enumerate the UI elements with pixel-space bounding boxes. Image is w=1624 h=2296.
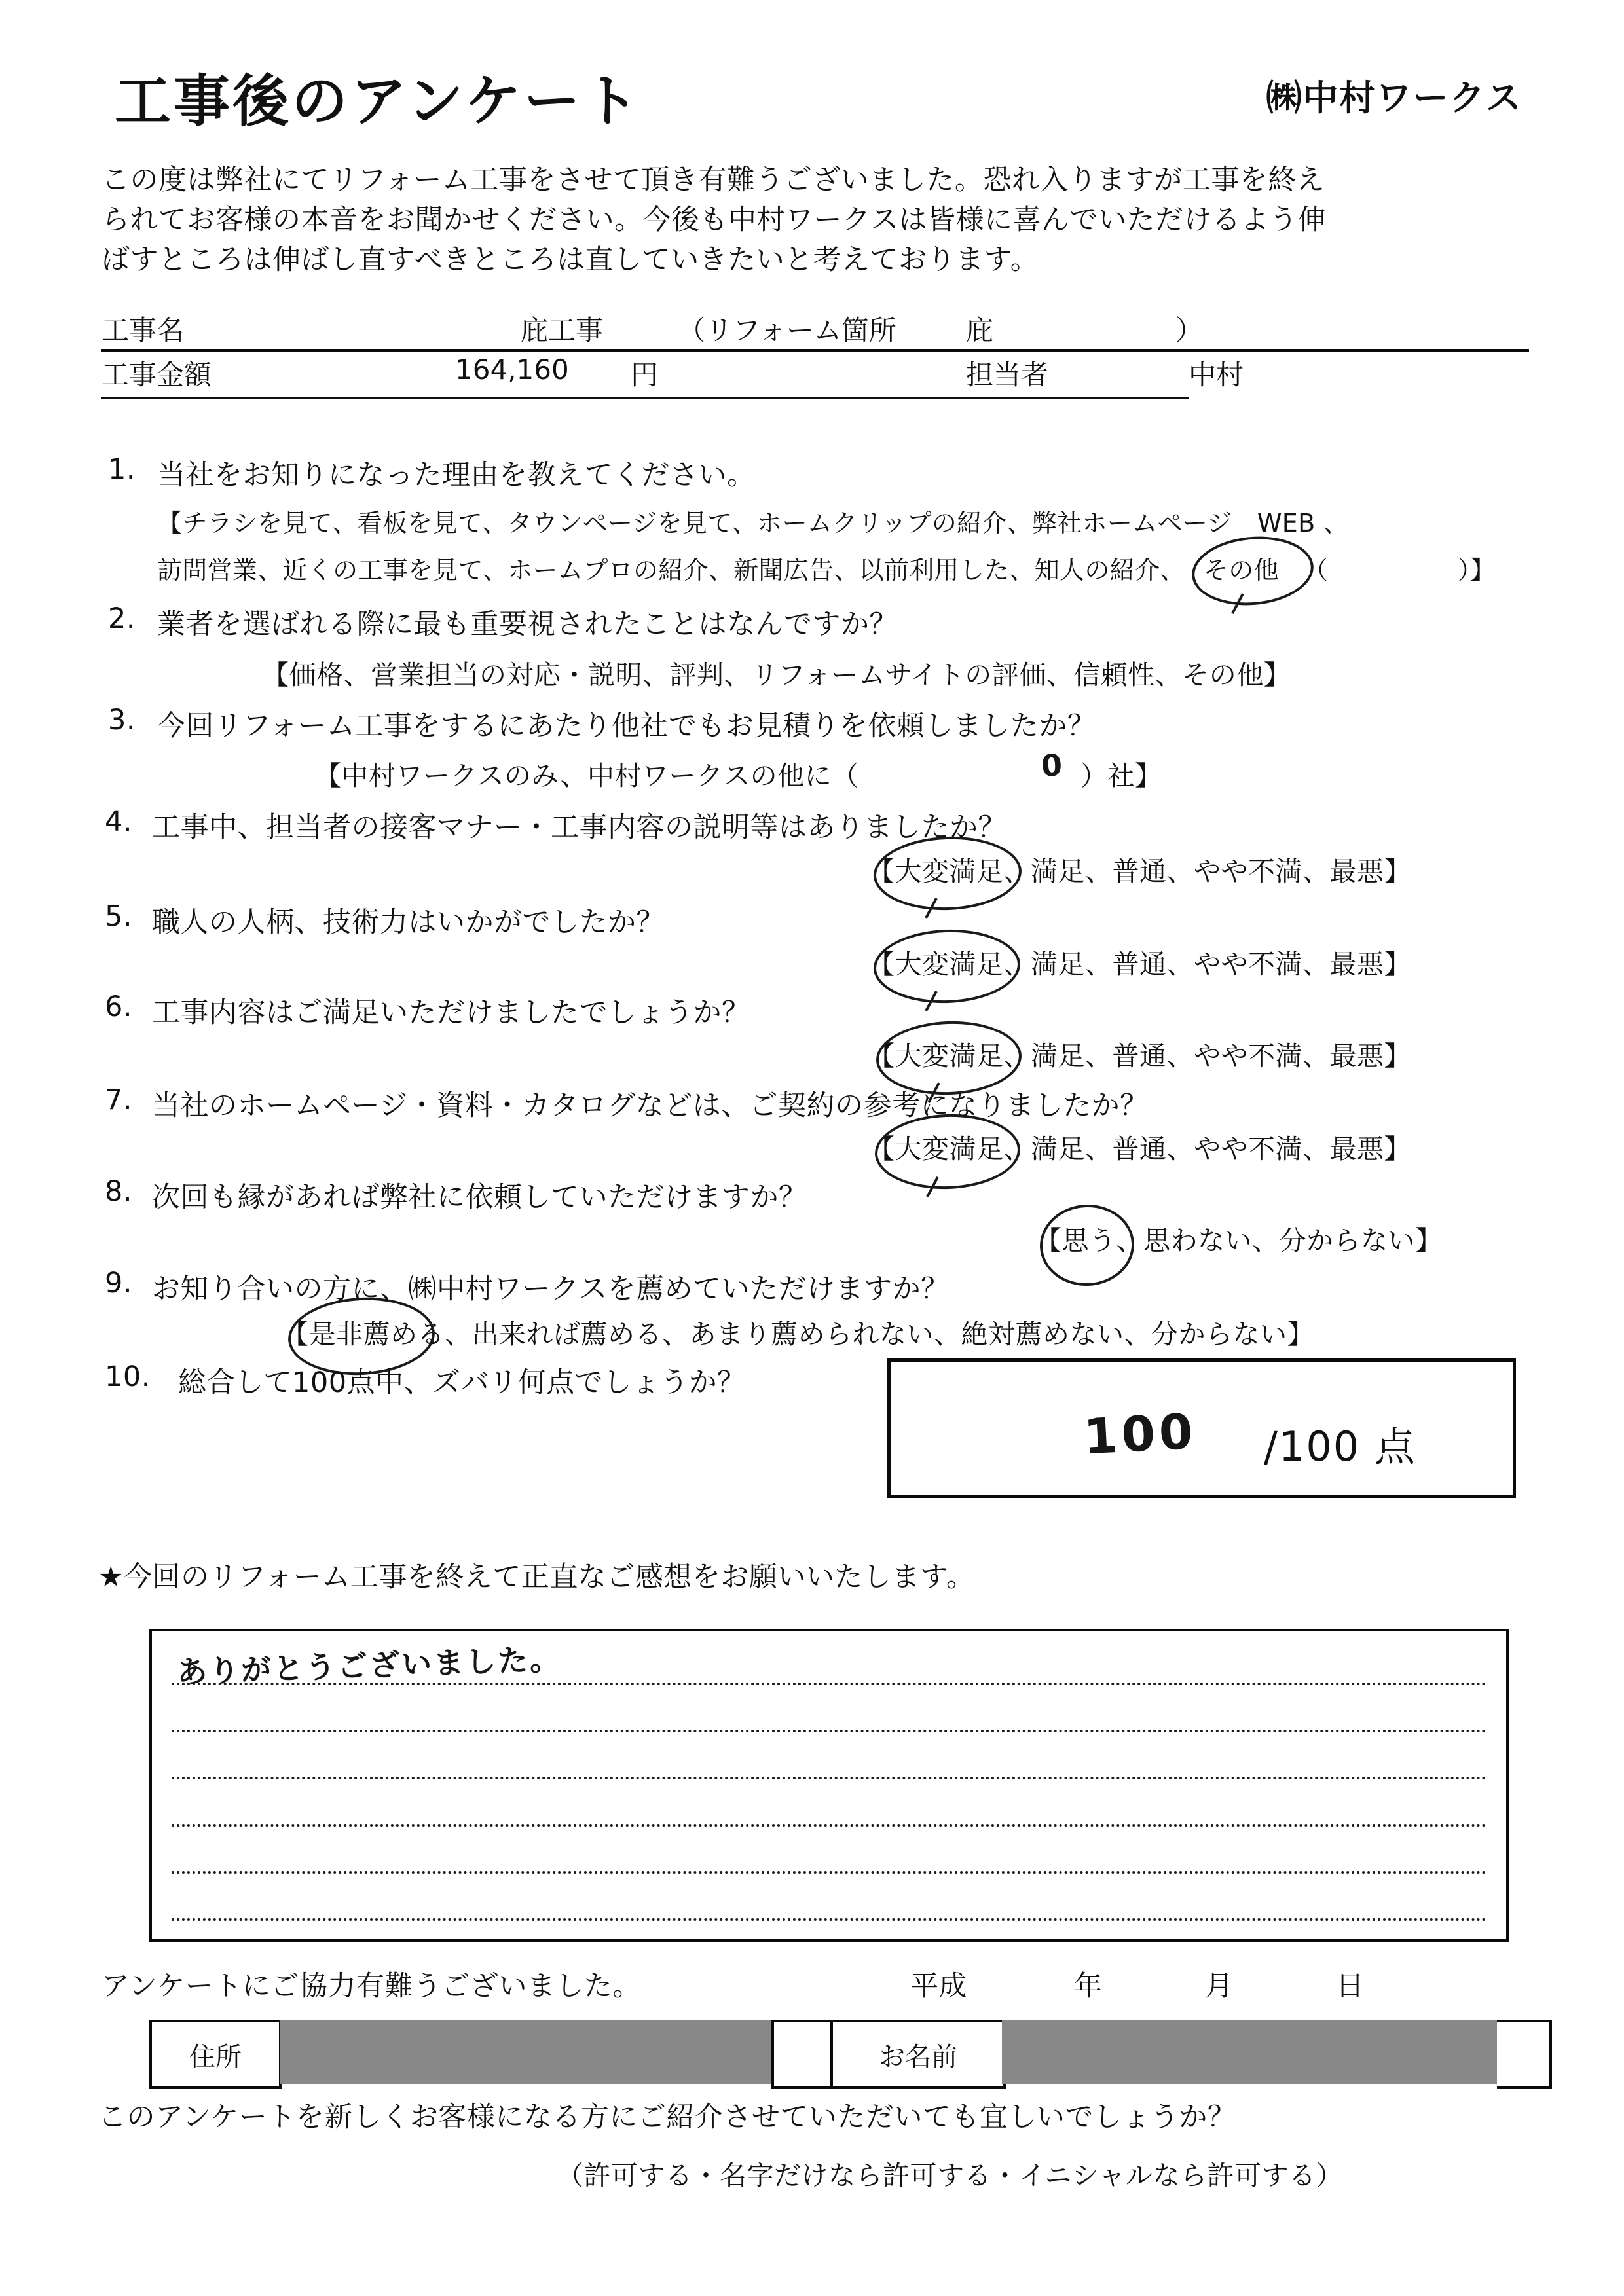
project-name-label: 工事名 [101, 314, 185, 346]
intro-paragraph [101, 160, 1529, 280]
question-9-options[interactable]: 【是非薦める、出来れば薦める、あまり薦められない、絶対薦めない、分からない】 [282, 1319, 1314, 1350]
project-amount-row [101, 352, 1529, 399]
day-label: 日 [1336, 1970, 1365, 2003]
era-label: 平成 [910, 1970, 967, 2003]
question-2-number: 2. [108, 602, 136, 635]
project-name-value: 庇工事 [521, 314, 604, 346]
question-10-text: 総合して100点中、ズバリ何点でしょうか？ [178, 1366, 746, 1399]
comment-rule-line [172, 1824, 1486, 1827]
question-2-text: 業者を選ばれる際に最も重要視されたことはなんですか？ [157, 608, 898, 641]
question-1-number: 1. [108, 453, 136, 486]
question-7-text: 当社のホームページ・資料・カタログなどは、ご契約の参考になりましたか？ [152, 1089, 1149, 1122]
question-3-answer: 0 [1040, 747, 1063, 784]
question-3-text: 今回リフォーム工事をするにあたり他社でもお見積りを依頼しましたか？ [157, 710, 1096, 742]
question-1-options-paren-close: ）】 [1458, 556, 1496, 585]
score-unit: /100 点 [1264, 1423, 1416, 1470]
permission-question: このアンケートを新しくお客様になる方にご紹介させていただいても宜しいでしょうか？ [98, 2101, 1236, 2134]
project-name-row [101, 308, 1529, 352]
question-7-number: 7. [105, 1084, 133, 1116]
question-1-option-sonota[interactable]: その他 [1204, 556, 1279, 585]
question-8-number: 8. [105, 1175, 133, 1208]
permission-options[interactable]: （許可する・名字だけなら許可する・イニシャルなら許可する） [557, 2160, 1344, 2191]
name-spacer-cell [1497, 2020, 1552, 2089]
question-1-options-paren-open: （ [1303, 556, 1329, 585]
q7-answer-tail [926, 1176, 938, 1197]
question-2-options[interactable]: 【価格、営業担当の対応・説明、評判、リフォームサイトの評価、信頼性、その他】 [262, 659, 1291, 691]
month-label: 月 [1205, 1970, 1234, 2003]
address-spacer-cell [771, 2020, 833, 2089]
question-7-options[interactable]: 【大変満足、満足、普通、やや不満、最悪】 [868, 1133, 1411, 1165]
project-info [101, 308, 1529, 399]
project-location-label: （リフォーム箇所 [678, 314, 896, 346]
page-title: 工事後のアンケート [115, 69, 642, 134]
question-8-options[interactable]: 【思う、思わない、分からない】 [1035, 1225, 1443, 1256]
question-1-options-line-1[interactable]: 【チラシを見て、看板を見て、タウンページを見て、ホームクリップの紹介、弊社ホームページ WEB 、 [157, 509, 1349, 538]
question-5-number: 5. [105, 900, 133, 933]
comment-prompt: ★今回のリフォーム工事を終えて正直なご感想をお願いいたします。 [98, 1561, 975, 1594]
q5-answer-tail [925, 991, 937, 1011]
question-9-number: 9. [105, 1267, 133, 1300]
question-5-options[interactable]: 【大変満足、満足、普通、やや不満、最悪】 [868, 949, 1411, 980]
question-3-options-a[interactable]: 【中村ワークスのみ、中村ワークスの他に（ [314, 760, 859, 792]
question-4-text: 工事中、担当者の接客マナー・工事内容の説明等はありましたか？ [152, 811, 1006, 844]
address-label-cell [149, 2020, 282, 2089]
project-staff-value: 中村 [1189, 359, 1244, 391]
question-6-number: 6. [105, 991, 133, 1023]
comment-rule-line [172, 1777, 1486, 1779]
question-6-text: 工事内容はご満足いただけましたでしょうか？ [152, 996, 750, 1029]
question-4-number: 4. [105, 805, 133, 838]
document-header [115, 56, 1522, 134]
score-value: 100 [1082, 1403, 1198, 1466]
question-6-options[interactable]: 【大変満足、満足、普通、やや不満、最悪】 [868, 1040, 1411, 1072]
comment-text: ありがとうございました。 [176, 1641, 563, 1690]
project-amount-value: 164,160 [455, 354, 569, 386]
project-location-value: 庇 [966, 314, 994, 346]
question-9-text: お知り合いの方に、㈱中村ワークスを薦めていただけますか？ [152, 1273, 950, 1305]
question-5-text: 職人の人柄、技術力はいかがでしたか？ [152, 906, 665, 939]
question-4-options[interactable]: 【大変満足、満足、普通、やや不満、最悪】 [868, 856, 1411, 887]
intro-line-2: られてお客様の本音をお聞かせください。今後も中村ワークスは皆様に喜んでいただけるよう伸 [101, 204, 1327, 237]
question-8-text: 次回も縁があれば弊社に依頼していただけますか？ [152, 1181, 807, 1214]
intro-line-3: ばすところは伸ばし直すべきところは直していきたいと考えております。 [101, 244, 1039, 277]
footer-thanks: アンケートにご協力有難うございました。 [101, 1970, 641, 2003]
company-name: ㈱中村ワークス [1266, 77, 1522, 118]
score-box[interactable] [887, 1358, 1516, 1498]
question-3-options-b: ）社】 [1080, 760, 1162, 792]
question-3-number: 3. [108, 704, 136, 737]
intro-line-1: この度は弊社にてリフォーム工事をさせて頂き有難うございました。恐れ入りますが工事を終え [101, 164, 1325, 196]
q4-answer-tail [925, 898, 937, 919]
question-1-options-line-2a[interactable]: 訪問営業、近くの工事を見て、ホームプロの紹介、新聞広告、以前利用した、知人の紹介、 [157, 556, 1185, 585]
year-label: 年 [1074, 1970, 1103, 2003]
q1-answer-tail [1231, 593, 1244, 614]
divider [101, 397, 1189, 399]
comment-rule-line [172, 1730, 1486, 1732]
project-location-close: ） [1175, 314, 1204, 346]
comment-rule-line [172, 1918, 1486, 1921]
question-10-number: 10. [105, 1360, 151, 1393]
project-amount-unit: 円 [631, 359, 659, 391]
project-staff-label: 担当者 [966, 359, 1049, 391]
name-label: お名前 [879, 2041, 957, 2072]
name-value-redacted [1002, 2020, 1497, 2084]
address-value-redacted [280, 2020, 771, 2084]
project-amount-label: 工事金額 [101, 359, 212, 391]
comment-rule-line [172, 1871, 1486, 1874]
name-label-cell [830, 2020, 1006, 2089]
question-1-text: 当社をお知りになった理由を教えてください。 [157, 459, 756, 492]
address-label: 住所 [189, 2041, 242, 2072]
